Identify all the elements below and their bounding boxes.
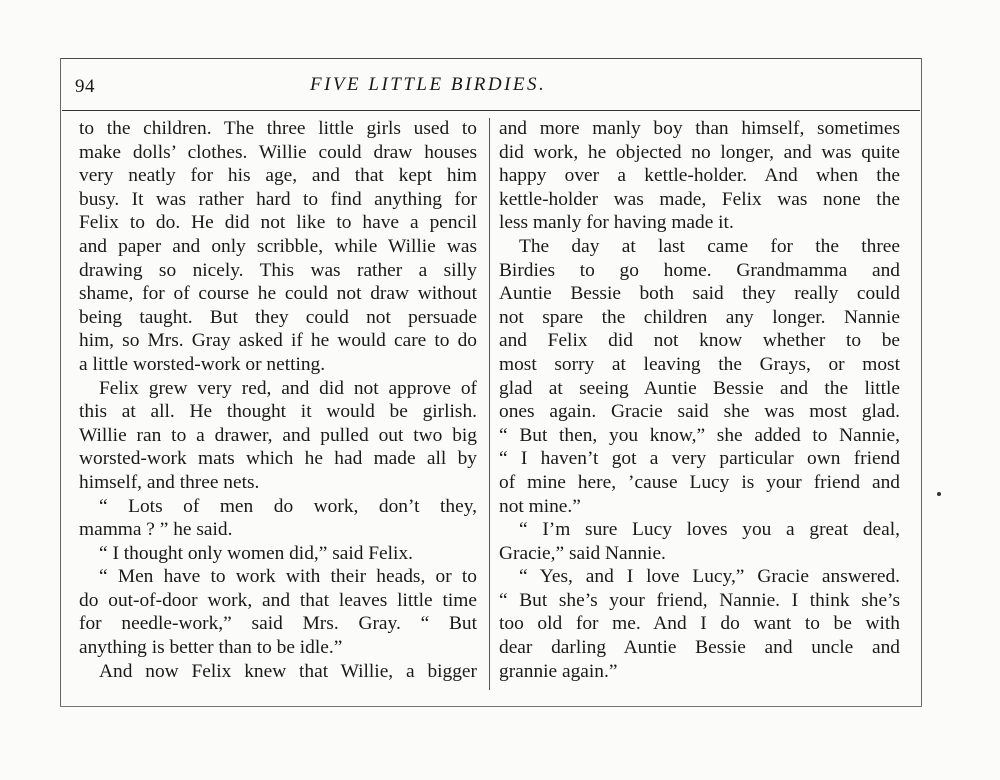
text-line: make dolls’ clothes. Willie could draw houses <box>79 141 477 163</box>
text-line: The day at last came for the three <box>519 235 900 257</box>
text-line: did work, he objected no longer, and was quite <box>499 141 900 163</box>
running-title: FIVE LITTLE BIRDIES. <box>310 74 547 95</box>
text-line: happy over a kettle-holder. And when the <box>499 165 900 187</box>
text-line: not spare the children any longer. Nannie <box>499 306 900 328</box>
left-border-rule <box>60 58 61 706</box>
bottom-border-rule <box>60 706 922 707</box>
text-line: grannie again.” <box>499 660 618 682</box>
text-line: Auntie Bessie both said they really could <box>499 283 900 305</box>
text-line: most sorry at leaving the Grays, or most <box>499 353 900 375</box>
text-line: this at all. He thought it would be girlish. <box>79 401 477 423</box>
text-line: himself, and three nets. <box>79 471 260 493</box>
text-line: very neatly for his age, and that kept him <box>79 165 477 187</box>
text-line: drawing so nicely. This was rather a silly <box>79 259 477 281</box>
text-line: ones again. Gracie said she was most glad. <box>499 401 900 423</box>
text-line: “ But then, you know,” she added to Nannie, <box>499 424 900 446</box>
text-line: glad at seeing Auntie Bessie and the little <box>499 377 900 399</box>
text-line: do out-of-door work, and that leaves little time <box>79 589 477 611</box>
text-line: Felix to do. He did not like to have a pencil <box>79 212 477 234</box>
text-line: not mine.” <box>499 495 581 517</box>
text-line: and paper and only scribble, while Willie was <box>79 235 477 257</box>
text-line: of mine here, ’cause Lucy is your friend and <box>499 471 900 493</box>
top-border-rule <box>60 58 922 59</box>
text-line: Willie ran to a drawer, and pulled out two big <box>79 424 477 446</box>
text-line: too old for me. And I do want to be with <box>499 613 900 635</box>
text-line: less manly for having made it. <box>499 212 734 234</box>
text-line: “ I’m sure Lucy loves you a great deal, <box>519 519 900 541</box>
text-line: for needle-work,” said Mrs. Gray. “ But <box>79 613 477 635</box>
text-line: to the children. The three little girls used to <box>79 118 477 139</box>
right-border-rule <box>921 58 922 706</box>
text-line: mamma ? ” he said. <box>79 519 233 541</box>
text-line: “ I thought only women did,” said Felix. <box>99 542 413 564</box>
text-line: dear darling Auntie Bessie and uncle and <box>499 637 900 659</box>
text-line: Birdies to go home. Grandmamma and <box>499 259 900 281</box>
column-divider <box>489 118 490 690</box>
text-line: him, so Mrs. Gray asked if he would care to do <box>79 330 477 352</box>
text-line: “ Yes, and I love Lucy,” Gracie answered. <box>519 566 900 588</box>
page-number: 94 <box>75 76 95 97</box>
text-line: shame, for of course he could not draw without <box>79 283 477 305</box>
text-line: “ Men have to work with their heads, or to <box>99 566 477 588</box>
text-line: “ Lots of men do work, don’t they, <box>99 495 477 517</box>
text-line: “ But she’s your friend, Nannie. I think she’s <box>499 589 900 611</box>
print-speck <box>937 492 941 496</box>
text-line: And now Felix knew that Willie, a bigger <box>99 660 477 682</box>
text-line: anything is better than to be idle.” <box>79 637 343 659</box>
text-line: and more manly boy than himself, sometimes <box>499 118 900 139</box>
text-line: “ I haven’t got a very particular own friend <box>499 448 900 470</box>
right-column <box>499 117 900 683</box>
text-line: and Felix did not know whether to be <box>499 330 900 352</box>
header-rule <box>62 110 920 111</box>
text-line: busy. It was rather hard to find anything for <box>79 188 477 210</box>
left-column <box>79 117 477 683</box>
text-line: Felix grew very red, and did not approve of <box>99 377 477 399</box>
text-line: kettle-holder was made, Felix was none the <box>499 188 900 210</box>
text-line: a little worsted-work or netting. <box>79 353 326 375</box>
text-line: worsted-work mats which he had made all by <box>79 448 477 470</box>
text-line: Gracie,” said Nannie. <box>499 542 666 564</box>
text-line: being taught. But they could not persuade <box>79 306 477 328</box>
